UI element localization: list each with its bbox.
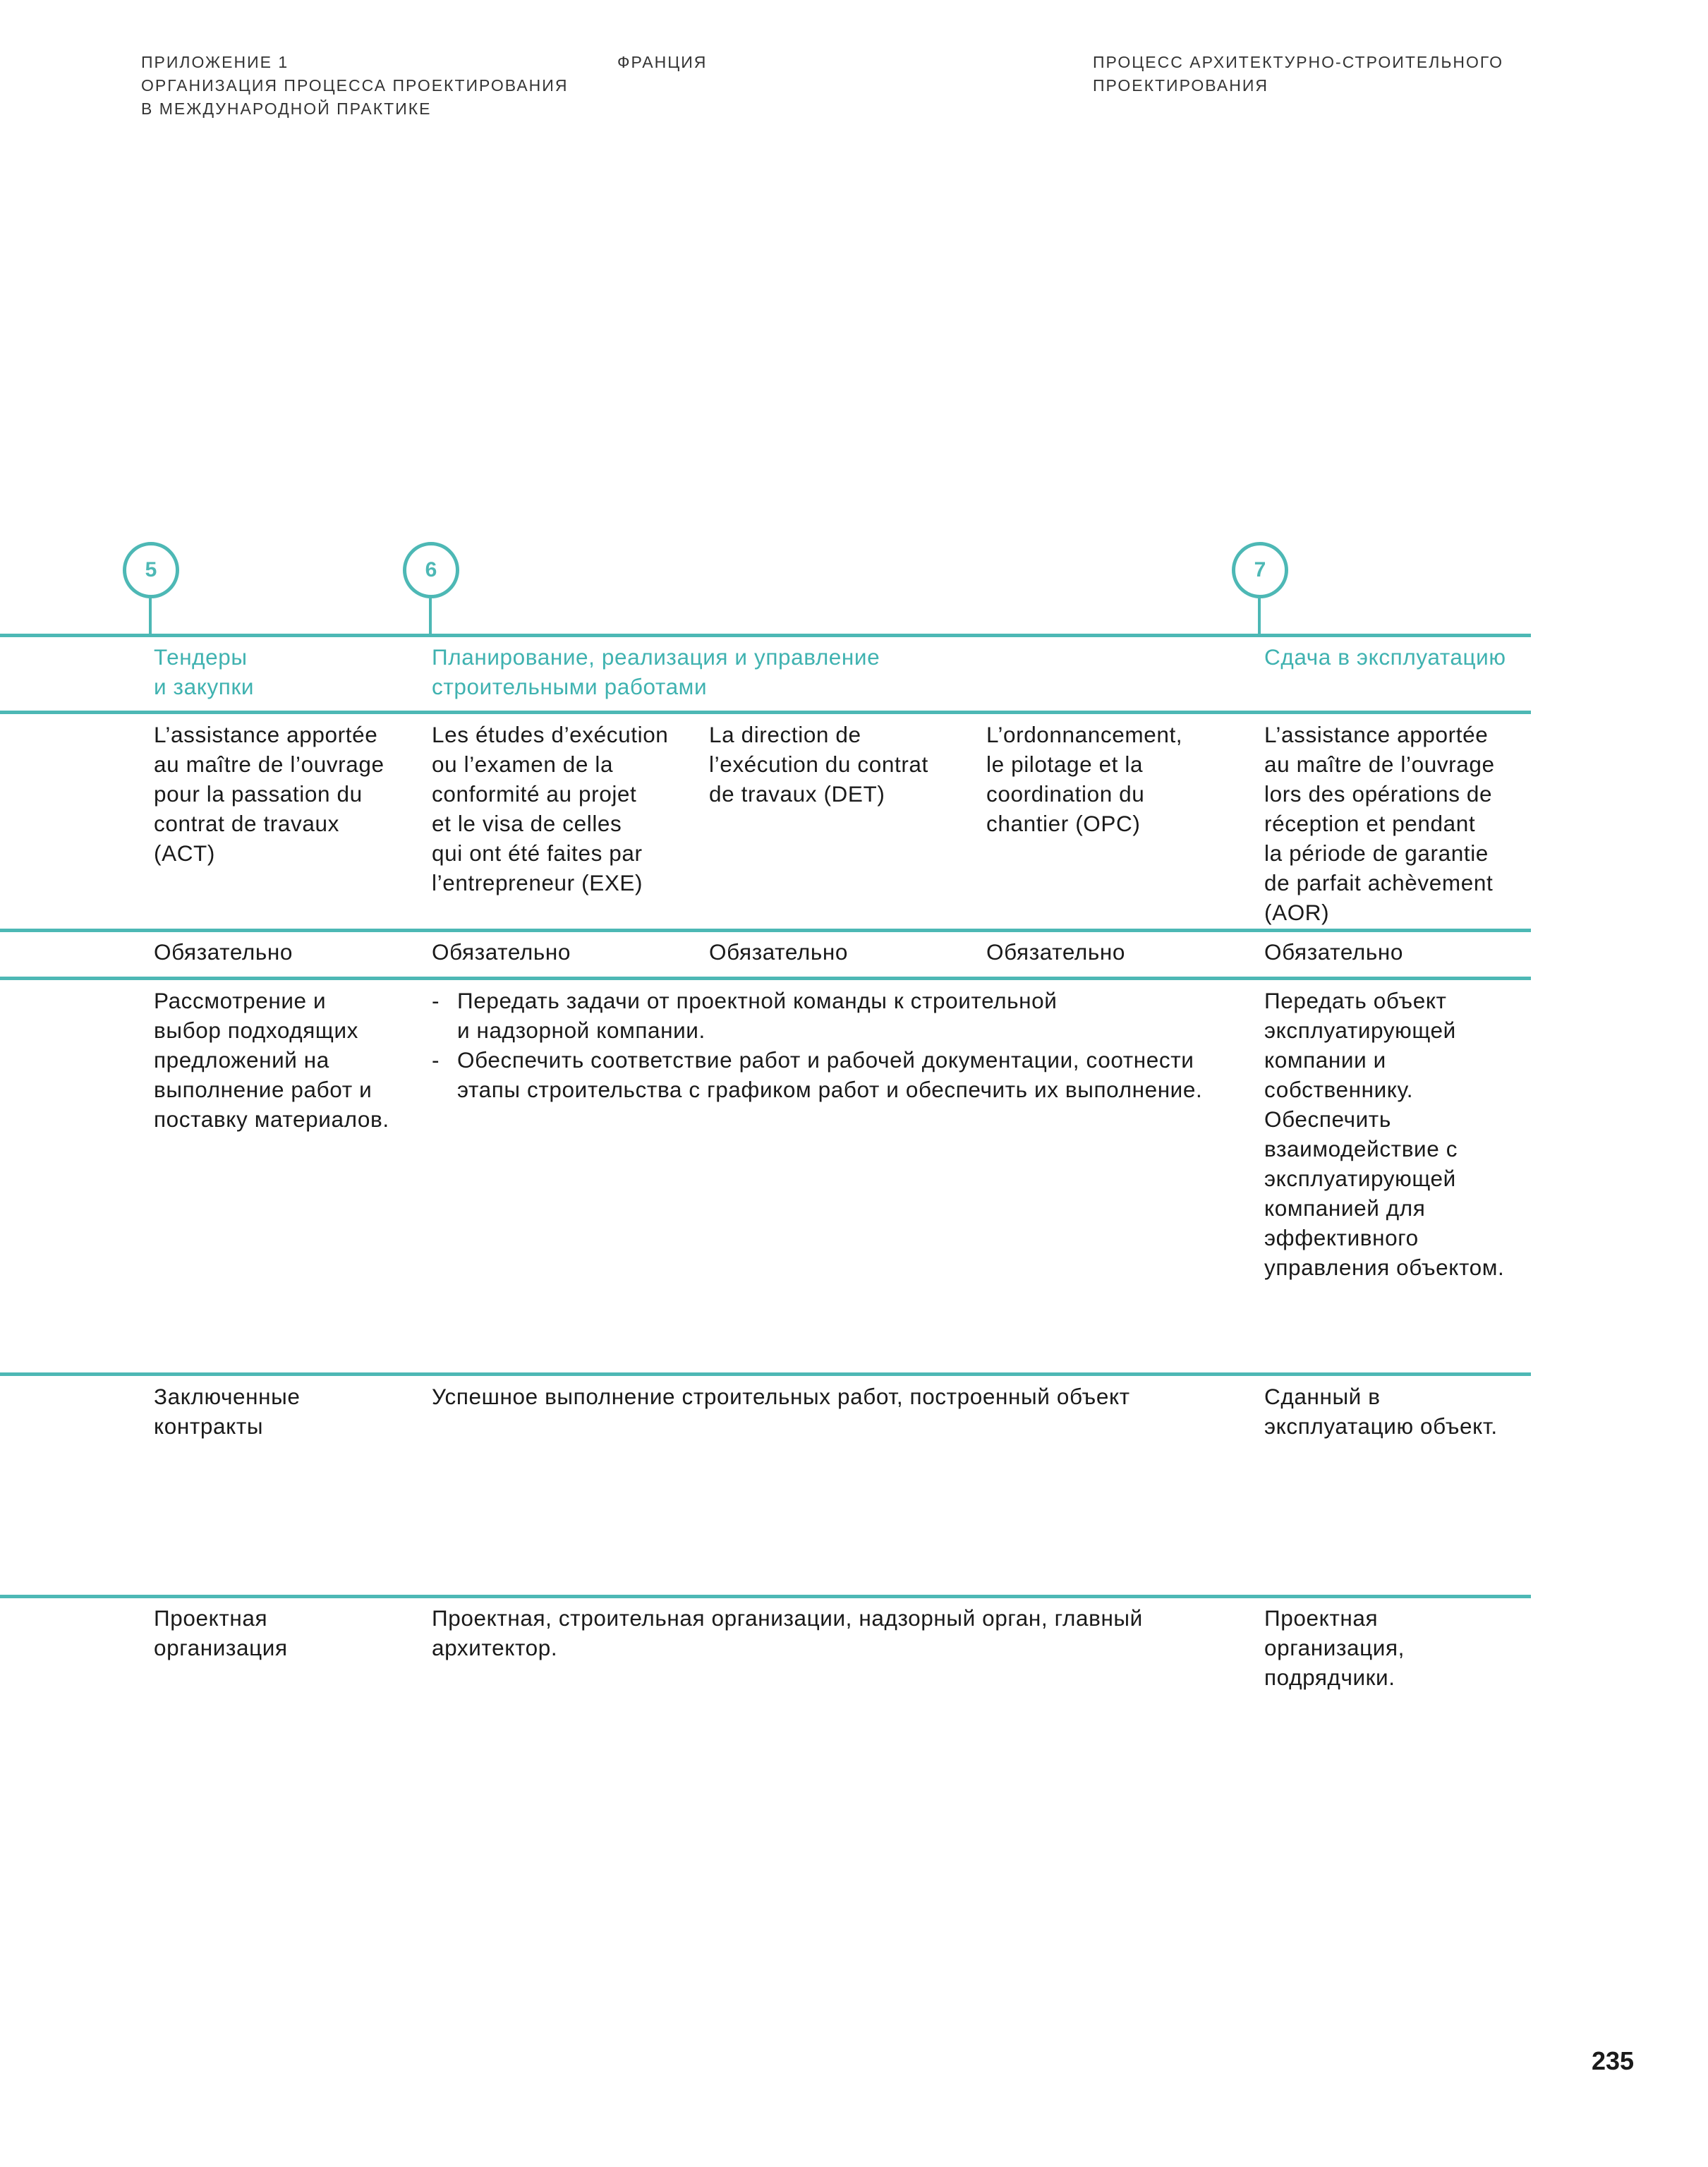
stage-5-marker: 5 <box>123 542 179 598</box>
status-aor: Обязательно <box>1264 939 1404 965</box>
phase-line: Тендеры <box>154 644 248 670</box>
stage-5-connector <box>149 598 152 635</box>
list-item <box>432 986 1202 1045</box>
mission-line: conformité au projet <box>432 781 637 807</box>
mission-line: qui ont été faites par <box>432 840 643 866</box>
tasks-construction <box>432 986 1202 1104</box>
result-line: Успешное выполнение строительных работ, построенный объект <box>432 1384 1130 1409</box>
table-rule-top <box>0 634 1531 637</box>
task-line: поставку материалов. <box>154 1106 389 1132</box>
phase-line: строительными работами <box>432 674 708 699</box>
table-rule <box>0 711 1531 714</box>
task-line: собственнику. <box>1264 1077 1414 1102</box>
mission-line: La direction de <box>709 722 861 747</box>
participant-line: Проектная <box>1264 1605 1379 1631</box>
task-line: эксплуатирующей <box>1264 1166 1456 1191</box>
mission-line: pour la passation du <box>154 781 363 807</box>
phase-construction <box>432 642 880 701</box>
task-line: предложений на <box>154 1047 329 1073</box>
header-line: ПРОЕКТИРОВАНИЯ <box>1093 76 1268 95</box>
running-header-center <box>617 51 707 74</box>
result-line: эксплуатацию объект. <box>1264 1413 1498 1439</box>
running-header-right <box>1093 51 1503 97</box>
task-line: эксплуатирующей <box>1264 1018 1456 1043</box>
task-line: Обеспечить соответствие работ и рабочей документации, соотнести <box>457 1047 1194 1073</box>
mission-act <box>154 720 384 868</box>
page-number: 235 <box>1592 2046 1635 2075</box>
phase-tenders <box>154 642 254 701</box>
participants-tenders <box>154 1603 288 1662</box>
stage-7-connector <box>1258 598 1261 635</box>
status-act: Обязательно <box>154 939 293 965</box>
result-construction <box>432 1382 1130 1411</box>
task-line: Передать объект <box>1264 988 1447 1013</box>
phase-handover <box>1264 642 1506 672</box>
participant-line: архитектор. <box>432 1635 558 1660</box>
dash-bullet: - <box>432 1047 440 1073</box>
header-line: ОРГАНИЗАЦИЯ ПРОЦЕССА ПРОЕКТИРОВАНИЯ <box>141 76 569 95</box>
phase-line: и закупки <box>154 674 255 699</box>
stage-6-marker: 6 <box>403 542 459 598</box>
result-handover <box>1264 1382 1498 1441</box>
stage-7-marker: 7 <box>1232 542 1288 598</box>
table-rule <box>0 1595 1531 1598</box>
stage-6-connector <box>429 598 432 635</box>
header-line: ПРИЛОЖЕНИЕ 1 <box>141 53 289 71</box>
mission-line: Les études d’exécution <box>432 722 669 747</box>
task-line: и надзорной компании. <box>457 1018 705 1043</box>
task-line: компании и <box>1264 1047 1386 1073</box>
mission-line: l’entrepreneur (EXE) <box>432 870 643 895</box>
task-line: выбор подходящих <box>154 1018 358 1043</box>
mission-line: réception et pendant <box>1264 811 1476 836</box>
task-line: компанией для <box>1264 1195 1426 1221</box>
mission-line: l’exécution du contrat <box>709 751 928 777</box>
mission-line: (AOR) <box>1264 900 1330 925</box>
task-line: выполнение работ и <box>154 1077 373 1102</box>
mission-line: de travaux (DET) <box>709 781 885 807</box>
mission-line: L’assistance apportée <box>1264 722 1489 747</box>
mission-line: ou l’examen de la <box>432 751 614 777</box>
mission-aor <box>1264 720 1495 927</box>
tasks-handover <box>1264 986 1504 1282</box>
result-tenders <box>154 1382 300 1441</box>
mission-det <box>709 720 928 809</box>
task-line: Обеспечить <box>1264 1106 1391 1132</box>
participant-line: Проектная, строительная организации, надзорный орган, главный <box>432 1605 1143 1631</box>
header-country: ФРАНЦИЯ <box>617 53 708 71</box>
status-exe: Обязательно <box>432 939 571 965</box>
phase-line: Сдача в эксплуатацию <box>1264 644 1506 670</box>
result-line: Заключенные <box>154 1384 301 1409</box>
mission-line: (ACT) <box>154 840 215 866</box>
participants-construction <box>432 1603 1143 1662</box>
status-det: Обязательно <box>709 939 849 965</box>
mission-line: au maître de l’ouvrage <box>154 751 384 777</box>
tasks-tenders <box>154 986 389 1134</box>
result-line: Сданный в <box>1264 1384 1381 1409</box>
result-line: контракты <box>154 1413 264 1439</box>
running-header-left <box>141 51 568 121</box>
participant-line: организация <box>154 1635 288 1660</box>
mission-line: de parfait achèvement <box>1264 870 1494 895</box>
mission-line: lors des opérations de <box>1264 781 1493 807</box>
dash-bullet: - <box>432 988 440 1013</box>
header-line: ПРОЦЕСС АРХИТЕКТУРНО-СТРОИТЕЛЬНОГО <box>1093 53 1503 71</box>
mission-line: et le visa de celles <box>432 811 622 836</box>
mission-line: la période de garantie <box>1264 840 1489 866</box>
table-rule <box>0 977 1531 980</box>
mission-exe <box>432 720 668 898</box>
participant-line: организация, <box>1264 1635 1405 1660</box>
participant-line: подрядчики. <box>1264 1665 1395 1690</box>
mission-opc <box>986 720 1182 838</box>
status-opc: Обязательно <box>986 939 1126 965</box>
mission-line: au maître de l’ouvrage <box>1264 751 1495 777</box>
mission-line: L’ordonnancement, <box>986 722 1183 747</box>
task-line: Рассмотрение и <box>154 988 327 1013</box>
participant-line: Проектная <box>154 1605 268 1631</box>
task-line: взаимодействие с <box>1264 1136 1458 1161</box>
mission-line: L’assistance apportée <box>154 722 378 747</box>
mission-line: le pilotage et la <box>986 751 1144 777</box>
table-rule <box>0 929 1531 932</box>
mission-line: chantier (OPC) <box>986 811 1141 836</box>
mission-line: contrat de travaux <box>154 811 339 836</box>
task-line: управления объектом. <box>1264 1255 1505 1280</box>
task-line: Передать задачи от проектной команды к строительной <box>457 988 1058 1013</box>
phase-line: Планирование, реализация и управление <box>432 644 880 670</box>
task-line: эффективного <box>1264 1225 1419 1250</box>
table-rule <box>0 1372 1531 1376</box>
task-line: этапы строительства с графиком работ и обеспечить их выполнение. <box>457 1077 1203 1102</box>
list-item <box>432 1045 1202 1104</box>
header-line: В МЕЖДУНАРОДНОЙ ПРАКТИКЕ <box>141 99 432 118</box>
participants-handover <box>1264 1603 1405 1692</box>
mission-line: coordination du <box>986 781 1145 807</box>
tasks-construction-list <box>432 986 1202 1104</box>
